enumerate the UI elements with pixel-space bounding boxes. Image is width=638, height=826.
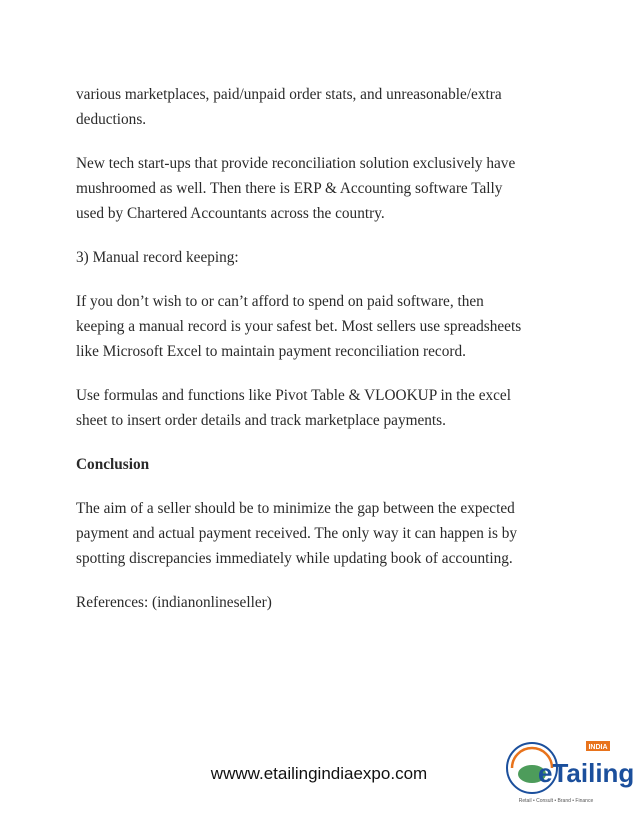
logo-tagline: Retail • Consult • Brand • Finance	[518, 798, 594, 804]
text-line: If you don’t wish to or can’t afford to spend on paid software, then	[76, 293, 484, 310]
text-line: keeping a manual record is your safest bet. Most sellers use spreadsheets	[76, 318, 522, 335]
text-line: The aim of a seller should be to minimize the gap between the expected	[76, 500, 515, 517]
text-line: New tech start-ups that provide reconciliation solution exclusively have	[76, 155, 516, 172]
text-line: various marketplaces, paid/unpaid order stats, and unreasonable/extra	[76, 86, 502, 103]
paragraph-conclusion	[76, 496, 566, 571]
text-line: like Microsoft Excel to maintain payment reconciliation record.	[76, 343, 466, 360]
logo-badge-text: INDIA	[588, 744, 608, 751]
text-line: sheet to insert order details and track marketplace payments.	[76, 412, 446, 429]
paragraph-marketplaces	[76, 82, 566, 132]
paragraph-formulas	[76, 383, 566, 433]
logo-wordmark: eTailing	[538, 758, 635, 788]
subheading-manual-record	[76, 245, 566, 270]
text-line: used by Chartered Accountants across the country.	[76, 205, 385, 222]
text-line: References: (indianonlineseller)	[76, 594, 272, 611]
paragraph-manual-record	[76, 289, 566, 364]
text-line: mushroomed as well. Then there is ERP & Accounting software Tally	[76, 180, 503, 197]
text-line: 3) Manual record keeping:	[76, 249, 239, 266]
text-line: spotting discrepancies immediately while updating book of accounting.	[76, 550, 513, 567]
etailing-logo	[498, 738, 635, 810]
text-line: Use formulas and functions like Pivot Table & VLOOKUP in the excel	[76, 387, 511, 404]
paragraph-tech-startups	[76, 151, 566, 226]
conclusion-heading: Conclusion	[76, 456, 150, 473]
document-body	[76, 82, 566, 634]
footer-url: wwww.etailingindiaexpo.com	[210, 764, 428, 783]
text-line: deductions.	[76, 111, 147, 128]
text-line: payment and actual payment received. The only way it can happen is by	[76, 525, 518, 542]
references	[76, 590, 566, 615]
